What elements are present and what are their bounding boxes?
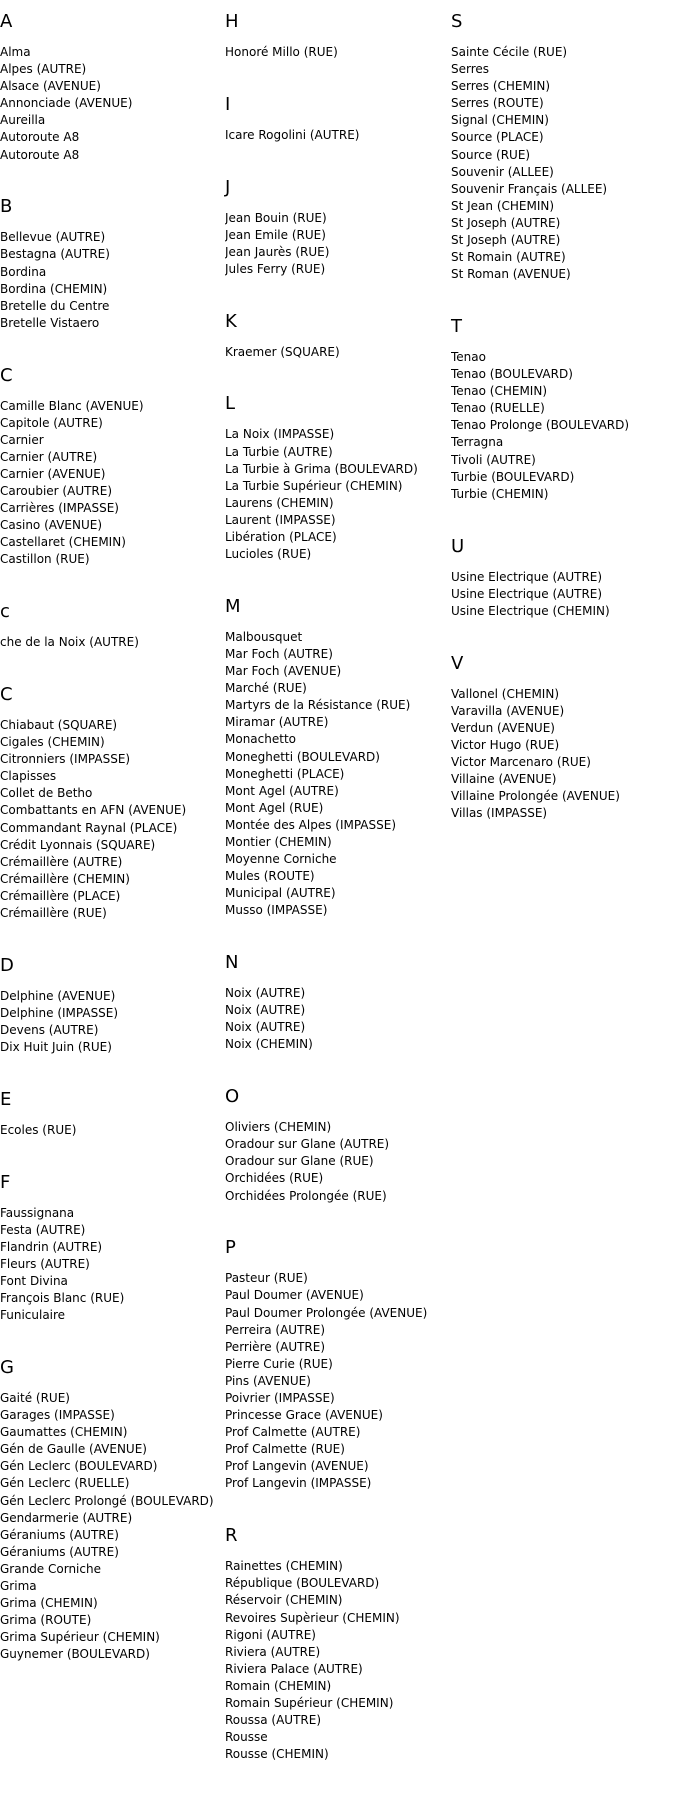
street-entry: Alsace (AVENUE): [0, 79, 101, 94]
street-list: [225, 1558, 445, 1763]
street-list: [0, 1205, 220, 1325]
street-entry: Commandant Raynal (PLACE): [0, 820, 178, 835]
letter-section: [225, 92, 445, 144]
letter-section: [225, 391, 445, 563]
street-entry: Noix (AUTRE): [225, 1003, 306, 1018]
section-letter-heading: C: [0, 364, 13, 386]
street-entry: Source (RUE): [451, 147, 531, 162]
section-letter-heading: J: [225, 176, 231, 198]
letter-section: [0, 9, 220, 164]
letter-section: [0, 363, 220, 569]
letter-section: [451, 534, 671, 620]
street-list: [451, 44, 671, 283]
street-entry: Bellevue (AUTRE): [0, 230, 106, 245]
street-entry: Kraemer (SQUARE): [225, 344, 340, 359]
street-entry: Mont Agel (RUE): [225, 800, 324, 815]
section-letter-heading: N: [225, 952, 239, 974]
street-entry: Jean Emile (RUE): [225, 227, 326, 242]
street-entry: Gaité (RUE): [0, 1391, 70, 1405]
street-entry: Oradour sur Glane (RUE): [225, 1154, 374, 1169]
street-entry: Serres (CHEMIN): [451, 79, 551, 94]
letter-section: [225, 9, 445, 61]
street-entry: Mar Foch (AVENUE): [225, 664, 342, 679]
street-entry: Grima (CHEMIN): [0, 1596, 98, 1611]
street-entry: Prof Calmette (RUE): [225, 1442, 345, 1457]
street-entry: Combattants en AFN (AVENUE): [0, 803, 187, 818]
section-letter-heading: V: [451, 652, 464, 674]
street-entry: Noix (CHEMIN): [225, 1037, 313, 1052]
section-letter-heading: S: [451, 11, 463, 32]
street-list: [451, 569, 671, 620]
street-entry: Usine Electrique (AUTRE): [451, 569, 603, 584]
index-column-2: [225, 9, 445, 1794]
street-list: [225, 44, 445, 61]
street-entry: Poivrier (IMPASSE): [225, 1391, 335, 1405]
street-entry: Rigoni (AUTRE): [225, 1627, 316, 1642]
street-entry: Autoroute A8: [0, 130, 80, 145]
street-list: [451, 686, 671, 823]
street-list: [451, 349, 671, 503]
street-entry: République (BOULEVARD): [225, 1576, 380, 1591]
section-letter-heading: C: [0, 684, 13, 705]
letter-section: [0, 1170, 220, 1325]
letter-section: [225, 1084, 445, 1204]
street-entry: Vallonel (CHEMIN): [451, 686, 559, 701]
street-entry: La Turbie à Grima (BOULEVARD): [225, 461, 418, 476]
street-entry: Orchidées (RUE): [225, 1171, 324, 1186]
street-entry: Bestagna (AUTRE): [0, 247, 110, 262]
letter-section: [0, 682, 220, 922]
street-entry: Martyrs de la Résistance (RUE): [225, 698, 411, 713]
street-entry: Villaine (AVENUE): [451, 771, 557, 786]
street-entry: Fleurs (AUTRE): [0, 1256, 90, 1271]
street-entry: Prof Calmette (AUTRE): [225, 1425, 361, 1440]
letter-section: [225, 309, 445, 361]
section-letter-heading: I: [225, 93, 231, 115]
section-letter-heading: F: [0, 1171, 11, 1193]
street-entry: Pasteur (RUE): [225, 1271, 308, 1286]
street-entry: Verdun (AVENUE): [451, 720, 555, 735]
street-entry: Rousse: [225, 1730, 268, 1745]
street-entry: Garages (IMPASSE): [0, 1408, 115, 1423]
street-entry: Ecoles (RUE): [0, 1122, 77, 1137]
street-entry: Collet de Betho: [0, 786, 93, 801]
street-list: [0, 988, 220, 1056]
street-entry: Usine Electrique (AUTRE): [451, 586, 603, 601]
street-entry: Tenao (CHEMIN): [451, 384, 548, 399]
street-entry: Paul Doumer (AVENUE): [225, 1288, 364, 1303]
street-entry: Montée des Alpes (IMPASSE): [225, 817, 397, 832]
street-entry: Casino (AVENUE): [0, 518, 103, 533]
street-entry: Mules (ROUTE): [225, 869, 315, 884]
street-entry: Tenao Prolonge (BOULEVARD): [451, 418, 630, 433]
street-entry: Crémaillère (PLACE): [0, 888, 121, 903]
section-letter-heading: L: [225, 393, 236, 415]
letter-section: [225, 1235, 445, 1492]
street-entry: Dix Huit Juin (RUE): [0, 1040, 112, 1055]
street-entry: Noix (AUTRE): [225, 1020, 306, 1035]
street-entry: Signal (CHEMIN): [451, 113, 549, 128]
street-entry: Bretelle du Centre: [0, 298, 110, 313]
letter-section: [0, 1087, 220, 1139]
section-letter-heading: G: [0, 1357, 14, 1378]
street-entry: Aureilla: [0, 113, 46, 128]
street-entry: Romain Supérieur (CHEMIN): [225, 1696, 394, 1710]
street-list: [0, 229, 220, 332]
street-entry: St Joseph (AUTRE): [451, 233, 561, 248]
section-letter-heading: D: [0, 954, 14, 976]
letter-section: [225, 1523, 445, 1763]
street-entry: che de la Noix (AUTRE): [0, 635, 139, 650]
street-entry: Tenao (RUELLE): [451, 401, 545, 416]
street-entry: Gén Leclerc Prolongé (BOULEVARD): [0, 1493, 214, 1508]
street-list: [225, 426, 445, 563]
street-list: [225, 1119, 445, 1204]
section-letter-heading: H: [225, 11, 239, 32]
section-letter-heading: T: [451, 316, 462, 337]
street-entry: Malbousquet: [225, 629, 303, 644]
street-entry: Rousse (CHEMIN): [225, 1747, 329, 1762]
street-entry: Icare Rogolini (AUTRE): [225, 127, 360, 142]
section-letter-heading: U: [451, 535, 465, 557]
section-letter-heading: B: [0, 196, 13, 218]
street-entry: Gén de Gaulle (AVENUE): [0, 1442, 147, 1457]
street-entry: François Blanc (RUE): [0, 1291, 125, 1306]
street-entry: Laurens (CHEMIN): [225, 495, 334, 510]
street-entry: Libération (PLACE): [225, 529, 337, 544]
street-list: [0, 1390, 220, 1664]
street-entry: Géraniums (AUTRE): [0, 1544, 119, 1559]
street-entry: La Turbie (AUTRE): [225, 444, 333, 459]
street-entry: Cigales (CHEMIN): [0, 735, 105, 750]
street-entry: Funiculaire: [0, 1308, 66, 1323]
street-entry: Alma: [0, 45, 31, 59]
street-entry: Festa (AUTRE): [0, 1222, 86, 1237]
letter-section: [451, 651, 671, 823]
street-list: [0, 398, 220, 569]
letter-section: [225, 594, 445, 920]
street-entry: Monachetto: [225, 732, 296, 747]
section-letter-heading: O: [225, 1086, 240, 1108]
street-entry: Faussignana: [0, 1205, 75, 1220]
street-entry: St Joseph (AUTRE): [451, 215, 561, 230]
street-entry: Villas (IMPASSE): [451, 806, 548, 821]
letter-section: [0, 599, 220, 651]
street-entry: Grima: [0, 1579, 37, 1594]
street-entry: Carnier (AVENUE): [0, 466, 106, 481]
street-entry: Grande Corniche: [0, 1561, 101, 1576]
street-entry: Annonciade (AVENUE): [0, 96, 133, 111]
letter-section: [451, 9, 671, 283]
street-entry: Gén Leclerc (RUELLE): [0, 1476, 130, 1491]
street-entry: Crémaillère (CHEMIN): [0, 871, 130, 886]
street-entry: Miramar (AUTRE): [225, 715, 329, 730]
street-list: [225, 1270, 445, 1492]
street-entry: Mont Agel (AUTRE): [225, 783, 339, 798]
street-list: [225, 985, 445, 1053]
street-entry: Riviera Palace (AUTRE): [225, 1661, 363, 1676]
street-entry: Pins (AVENUE): [225, 1373, 311, 1388]
index-column-1: [0, 9, 220, 1694]
street-entry: Moneghetti (PLACE): [225, 766, 345, 781]
street-entry: St Roman (AVENUE): [451, 267, 571, 282]
section-letter-heading: P: [225, 1237, 236, 1259]
street-entry: Souvenir Français (ALLEE): [451, 181, 608, 196]
street-entry: Jean Jaurès (RUE): [225, 244, 330, 259]
section-letter-heading: R: [225, 1525, 238, 1547]
street-entry: Moneghetti (BOULEVARD): [225, 749, 380, 764]
street-entry: Crédit Lyonnais (SQUARE): [0, 837, 156, 852]
street-entry: Tenao (BOULEVARD): [451, 367, 573, 382]
street-entry: Prof Langevin (IMPASSE): [225, 1476, 372, 1491]
street-entry: Flandrin (AUTRE): [0, 1239, 103, 1254]
street-entry: Souvenir (ALLEE): [451, 164, 554, 179]
letter-section: [0, 1355, 220, 1664]
street-entry: Citronniers (IMPASSE): [0, 752, 131, 767]
street-entry: Revoires Supèrieur (CHEMIN): [225, 1610, 400, 1625]
street-entry: Serres (ROUTE): [451, 96, 544, 111]
street-entry: Laurent (IMPASSE): [225, 512, 336, 527]
street-list: [225, 344, 445, 361]
street-entry: Turbie (CHEMIN): [451, 486, 549, 501]
street-entry: Tivoli (AUTRE): [451, 452, 536, 467]
street-entry: Source (PLACE): [451, 130, 544, 145]
street-entry: Usine Electrique (CHEMIN): [451, 603, 610, 618]
street-entry: Paul Doumer Prolongée (AVENUE): [225, 1305, 428, 1320]
street-entry: Grima (ROUTE): [0, 1613, 92, 1628]
street-entry: Terragna: [451, 435, 504, 450]
letter-section: [225, 175, 445, 278]
street-entry: Rainettes (CHEMIN): [225, 1559, 343, 1574]
street-list: [0, 634, 220, 651]
street-entry: Oliviers (CHEMIN): [225, 1120, 332, 1135]
street-entry: Noix (AUTRE): [225, 986, 306, 1001]
street-entry: Mar Foch (AUTRE): [225, 646, 333, 661]
street-entry: Capitole (AUTRE): [0, 415, 103, 430]
street-entry: Réservoir (CHEMIN): [225, 1593, 343, 1608]
street-entry: Camille Blanc (AVENUE): [0, 398, 144, 413]
street-entry: Perreira (AUTRE): [225, 1322, 326, 1337]
street-entry: Moyenne Corniche: [225, 852, 337, 867]
street-entry: Gendarmerie (AUTRE): [0, 1510, 133, 1525]
street-entry: Carnier (AUTRE): [0, 449, 98, 464]
street-list: [225, 127, 445, 144]
street-entry: Marché (RUE): [225, 681, 307, 696]
street-entry: Pierre Curie (RUE): [225, 1356, 333, 1371]
section-letter-heading: M: [225, 595, 241, 617]
street-entry: Tenao: [451, 350, 486, 364]
street-entry: Princesse Grace (AVENUE): [225, 1408, 383, 1423]
street-entry: Orchidées Prolongée (RUE): [225, 1188, 387, 1203]
street-entry: Jean Bouin (RUE): [225, 210, 327, 225]
street-entry: Autoroute A8: [0, 147, 80, 162]
street-entry: Turbie (BOULEVARD): [451, 469, 575, 484]
index-column-3: [451, 9, 671, 853]
street-entry: Musso (IMPASSE): [225, 903, 328, 918]
letter-section: [225, 950, 445, 1053]
letter-section: [451, 314, 671, 503]
street-list: [225, 210, 445, 278]
street-entry: Carnier: [0, 432, 44, 447]
letter-section: [0, 953, 220, 1056]
street-entry: Sainte Cécile (RUE): [451, 45, 568, 59]
street-entry: Varavilla (AVENUE): [451, 703, 565, 718]
street-entry: Lucioles (RUE): [225, 547, 312, 562]
street-entry: Devens (AUTRE): [0, 1023, 99, 1037]
street-entry: Castillon (RUE): [0, 552, 90, 567]
street-entry: Romain (CHEMIN): [225, 1678, 332, 1693]
street-entry: Prof Langevin (AVENUE): [225, 1459, 369, 1474]
section-letter-heading: E: [0, 1088, 12, 1110]
street-entry: Guynemer (BOULEVARD): [0, 1647, 150, 1662]
street-entry: Clapisses: [0, 769, 57, 784]
section-letter-heading: K: [225, 310, 237, 332]
street-entry: Bordina: [0, 264, 47, 279]
street-entry: Crémaillère (AUTRE): [0, 854, 123, 869]
street-entry: Roussa (AUTRE): [225, 1713, 322, 1728]
street-entry: Chiabaut (SQUARE): [0, 718, 118, 732]
street-entry: Grima Supérieur (CHEMIN): [0, 1630, 160, 1645]
street-entry: Crémaillère (RUE): [0, 906, 107, 921]
street-entry: Delphine (IMPASSE): [0, 1005, 119, 1020]
street-entry: Municipal (AUTRE): [225, 886, 336, 901]
street-entry: Alpes (AUTRE): [0, 62, 87, 77]
street-entry: Gén Leclerc (BOULEVARD): [0, 1459, 158, 1474]
street-entry: Riviera (AUTRE): [225, 1644, 321, 1659]
street-entry: Gaumattes (CHEMIN): [0, 1425, 128, 1440]
street-entry: Victor Hugo (RUE): [451, 737, 560, 752]
street-entry: Montier (CHEMIN): [225, 834, 332, 849]
street-entry: La Turbie Supérieur (CHEMIN): [225, 478, 403, 493]
street-entry: Bordina (CHEMIN): [0, 281, 108, 296]
street-list: [0, 1122, 220, 1139]
street-entry: Villaine Prolongée (AVENUE): [451, 789, 620, 804]
street-entry: Castellaret (CHEMIN): [0, 535, 126, 550]
street-entry: Oradour sur Glane (AUTRE): [225, 1137, 390, 1152]
street-entry: Honoré Millo (RUE): [225, 45, 338, 59]
street-entry: La Noix (IMPASSE): [225, 427, 335, 442]
street-entry: Bretelle Vistaero: [0, 315, 100, 330]
street-list: [225, 629, 445, 920]
letter-section: [0, 194, 220, 332]
street-entry: Carrières (IMPASSE): [0, 501, 119, 516]
section-letter-heading: c: [0, 601, 10, 623]
street-entry: Victor Marcenaro (RUE): [451, 754, 591, 769]
street-entry: Perrière (AUTRE): [225, 1339, 326, 1354]
street-entry: St Jean (CHEMIN): [451, 198, 555, 213]
street-entry: Font Divina: [0, 1274, 68, 1289]
street-entry: Jules Ferry (RUE): [225, 261, 326, 276]
street-list: [0, 44, 220, 164]
street-entry: Delphine (AVENUE): [0, 988, 116, 1003]
street-list: [0, 717, 220, 922]
street-entry: Géraniums (AUTRE): [0, 1527, 119, 1542]
street-entry: St Romain (AUTRE): [451, 250, 566, 265]
street-entry: Caroubier (AUTRE): [0, 484, 113, 499]
street-entry: Serres: [451, 62, 490, 77]
section-letter-heading: A: [0, 11, 13, 32]
